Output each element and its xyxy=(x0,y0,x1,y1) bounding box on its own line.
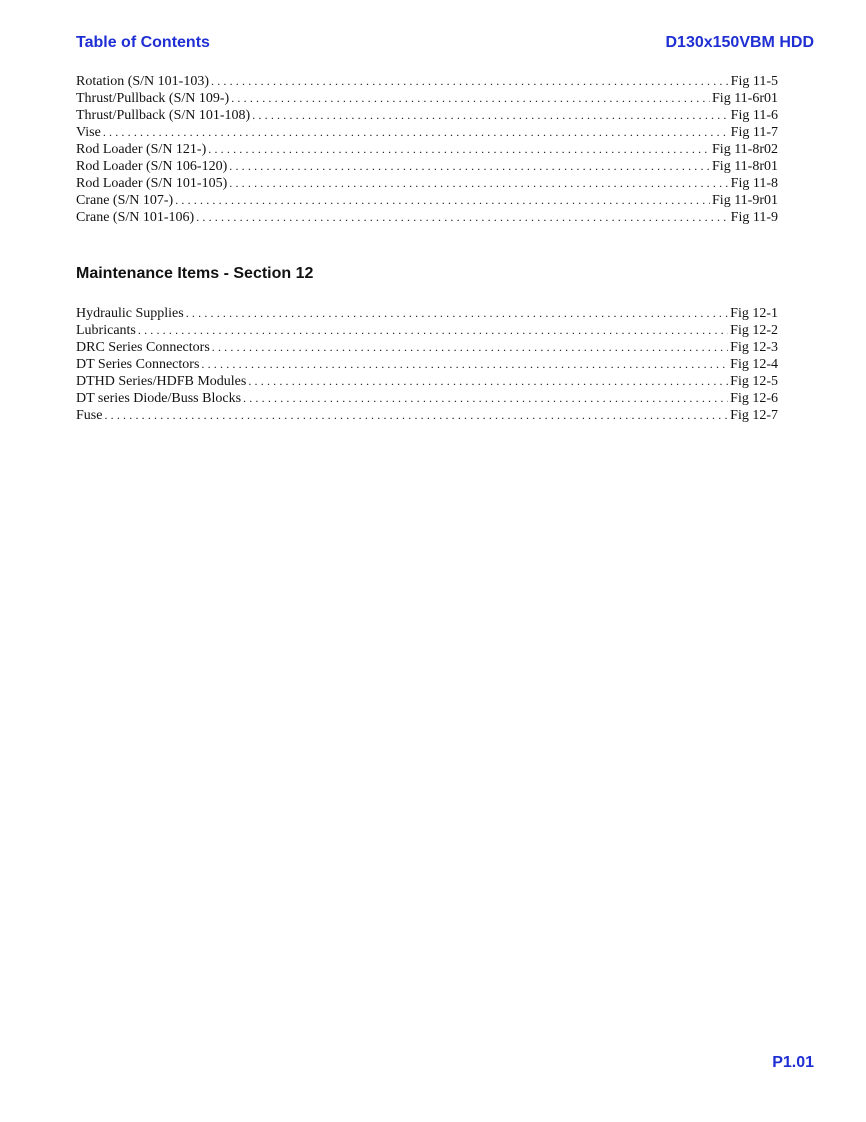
toc-entry-label: DRC Series Connectors xyxy=(76,340,210,355)
dot-leader xyxy=(175,192,710,209)
toc-entry[interactable] xyxy=(76,339,778,356)
toc-entry-page: Fig 12-1 xyxy=(730,306,778,321)
toc-entry-page: Fig 11-8r01 xyxy=(712,159,778,174)
toc-entry-label: DT Series Connectors xyxy=(76,357,200,372)
toc-entry[interactable] xyxy=(76,305,778,322)
toc-entry[interactable] xyxy=(76,141,778,158)
toc-entry-page: Fig 11-5 xyxy=(730,74,778,89)
dot-leader xyxy=(208,141,710,158)
toc-entry-label: Rod Loader (S/N 101-105) xyxy=(76,176,228,191)
dot-leader xyxy=(201,356,728,373)
toc-entry[interactable] xyxy=(76,322,778,339)
toc-entry[interactable] xyxy=(76,158,778,175)
toc-entry-page: Fig 12-5 xyxy=(730,374,778,389)
toc-entry-label: Rod Loader (S/N 106-120) xyxy=(76,159,228,174)
toc-entry-label: Rod Loader (S/N 121-) xyxy=(76,142,207,157)
toc-entry-label: Thrust/Pullback (S/N 109-) xyxy=(76,91,230,106)
toc-entry-page: Fig 11-9r01 xyxy=(712,193,778,208)
toc-entry-page: Fig 11-9 xyxy=(730,210,778,225)
toc-entry-page: Fig 12-7 xyxy=(730,408,778,423)
dot-leader xyxy=(211,73,729,90)
dot-leader xyxy=(138,322,728,339)
toc-entry[interactable] xyxy=(76,356,778,373)
toc-entry[interactable] xyxy=(76,175,778,192)
toc-entry-page: Fig 11-6r01 xyxy=(712,91,778,106)
toc-entry-label: Crane (S/N 101-106) xyxy=(76,210,195,225)
dot-leader xyxy=(103,124,729,141)
toc-entry-label: Hydraulic Supplies xyxy=(76,306,184,321)
dot-leader xyxy=(248,373,728,390)
section-12-heading: Maintenance Items - Section 12 xyxy=(76,265,314,282)
dot-leader xyxy=(212,339,728,356)
toc-entry-page: Fig 12-4 xyxy=(730,357,778,372)
toc-entry-label: Lubricants xyxy=(76,323,136,338)
toc-entry-page: Fig 11-8 xyxy=(730,176,778,191)
dot-leader xyxy=(229,158,710,175)
toc-entry[interactable] xyxy=(76,407,778,424)
dot-leader xyxy=(104,407,728,424)
toc-entry-page: Fig 11-6 xyxy=(730,108,778,123)
toc-entry-label: Vise xyxy=(76,125,101,140)
toc-entry[interactable] xyxy=(76,107,778,124)
dot-leader xyxy=(196,209,728,226)
toc-entry-page: Fig 12-3 xyxy=(730,340,778,355)
document-model-title: D130x150VBM HDD xyxy=(665,34,814,51)
toc-list-section-11 xyxy=(76,73,778,226)
toc-entry-page: Fig 12-2 xyxy=(730,323,778,338)
page-number: P1.01 xyxy=(772,1054,814,1071)
toc-entry[interactable] xyxy=(76,124,778,141)
dot-leader xyxy=(252,107,728,124)
toc-entry-label: DT series Diode/Buss Blocks xyxy=(76,391,242,406)
toc-entry-label: Fuse xyxy=(76,408,103,423)
dot-leader xyxy=(231,90,710,107)
toc-entry[interactable] xyxy=(76,90,778,107)
toc-entry-label: Rotation (S/N 101-103) xyxy=(76,74,209,89)
toc-entry-page: Fig 11-7 xyxy=(730,125,778,140)
toc-entry[interactable] xyxy=(76,390,778,407)
dot-leader xyxy=(243,390,728,407)
toc-entry-label: Crane (S/N 107-) xyxy=(76,193,174,208)
toc-list-section-12 xyxy=(76,305,778,424)
toc-entry-label: Thrust/Pullback (S/N 101-108) xyxy=(76,108,251,123)
toc-entry[interactable] xyxy=(76,73,778,90)
toc-entry-page: Fig 11-8r02 xyxy=(712,142,778,157)
toc-entry[interactable] xyxy=(76,209,778,226)
toc-entry[interactable] xyxy=(76,373,778,390)
toc-entry[interactable] xyxy=(76,192,778,209)
toc-entry-page: Fig 12-6 xyxy=(730,391,778,406)
dot-leader xyxy=(186,305,728,322)
toc-entry-label: DTHD Series/HDFB Modules xyxy=(76,374,247,389)
toc-header-title: Table of Contents xyxy=(76,34,210,51)
dot-leader xyxy=(229,175,728,192)
